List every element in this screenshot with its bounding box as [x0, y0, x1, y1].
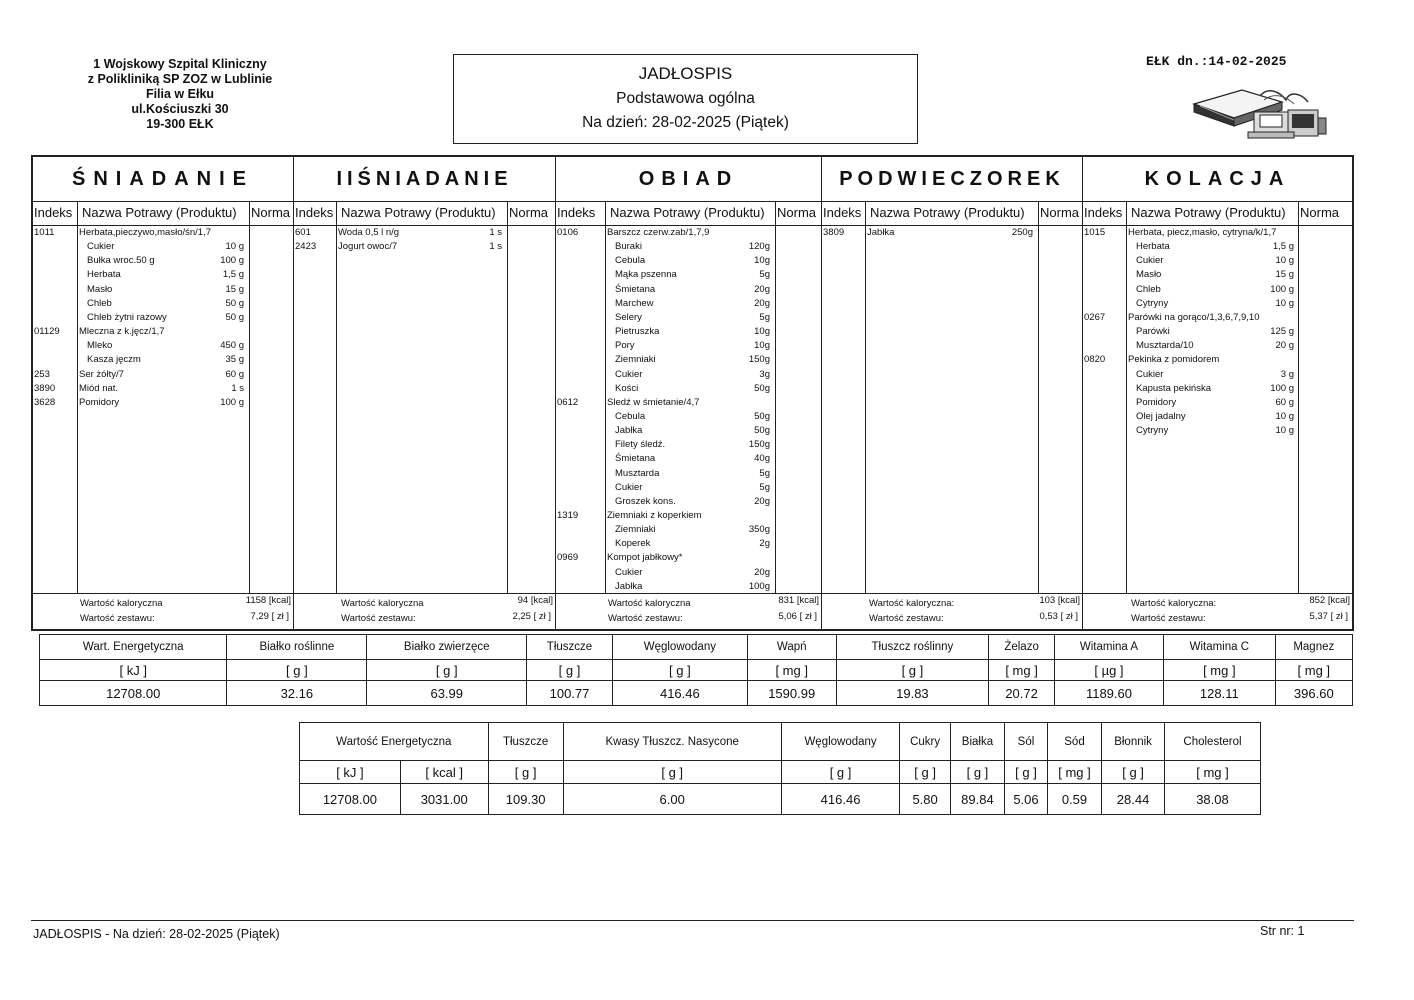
- row-index: 1319: [557, 510, 579, 521]
- title-box: [453, 54, 918, 144]
- nutrient-unit: [ g ]: [836, 660, 989, 681]
- nutrient-name: Białko zwierzęce: [367, 635, 527, 660]
- kcal-label: Wartość kaloryczna:: [1131, 598, 1217, 609]
- nutrient-name: Sól: [1005, 723, 1048, 761]
- nutrient-value: 6.00: [563, 784, 781, 815]
- nutrient-unit: [ kcal ]: [400, 761, 488, 784]
- nutrient-value: 19.83: [836, 681, 989, 706]
- row-norma: 1 s: [489, 227, 502, 238]
- row-name: Chleb: [87, 297, 112, 309]
- nutrient-unit: [ g ]: [612, 660, 747, 681]
- nutrient-name: Białka: [950, 723, 1004, 761]
- nutrient-value: 12708.00: [300, 784, 401, 815]
- meal-summary: [822, 593, 1082, 630]
- nutrient-unit: [ mg ]: [1047, 761, 1101, 784]
- meal-title: PODWIECZOREK: [822, 157, 1082, 202]
- row-name: Herbata: [87, 269, 121, 281]
- row-name: Buraki: [615, 241, 642, 253]
- row-norma: 5g: [759, 311, 770, 323]
- nutrient-name: Witamina C: [1164, 635, 1276, 660]
- nutrition-table-2: [299, 722, 1261, 815]
- row-name: Miód nat.: [79, 382, 119, 394]
- kcal-value: 94 [kcal]: [517, 595, 553, 606]
- row-index: 0106: [557, 227, 579, 238]
- cost-label: Wartość zestawu:: [80, 613, 155, 624]
- hospital-line: Filia w Ełku: [145, 87, 215, 101]
- row-name: Groszek kons.: [615, 495, 676, 507]
- row-index: 3628: [34, 396, 56, 408]
- row-norma: 125 g: [1270, 326, 1294, 338]
- row-norma: 350g: [748, 524, 770, 536]
- row-norma: 3 g: [1280, 368, 1294, 380]
- header-norma: Norma: [777, 205, 817, 220]
- row-index: 0612: [557, 396, 579, 408]
- nutrient-unit: [ g ]: [950, 761, 1004, 784]
- column-divider: [1126, 201, 1127, 593]
- row-norma: 1,5 g: [1272, 241, 1294, 253]
- nutrient-value: 396.60: [1275, 681, 1352, 706]
- nutrient-unit: [ mg ]: [747, 660, 836, 681]
- cost-value: 5,37 [ zł ]: [1309, 611, 1348, 622]
- nutrition-row: [300, 761, 1261, 784]
- row-name: Pomidory: [79, 396, 120, 408]
- header-norma: Norma: [1300, 205, 1340, 220]
- row-name: Ziemniaki z koperkiem: [607, 510, 702, 521]
- nutrient-name: Wapń: [747, 635, 836, 660]
- nutrient-value: 38.08: [1164, 784, 1260, 815]
- row-name: Herbata,pieczywo,masło/śn/1,7: [79, 227, 212, 238]
- row-norma: 450 g: [220, 340, 244, 352]
- row-index: 1011: [34, 227, 55, 238]
- row-name: Cukier: [615, 566, 643, 578]
- nutrient-unit: [ mg ]: [1164, 660, 1276, 681]
- nutrient-value: 109.30: [488, 784, 563, 815]
- cost-label: Wartość zestawu:: [869, 613, 944, 624]
- nutrient-name: Tłuszcze: [488, 723, 563, 761]
- row-norma: 100 g: [220, 396, 244, 408]
- meal-column: [294, 157, 556, 629]
- nutrient-value: 20.72: [989, 681, 1055, 706]
- row-name: Bułka wroc.50 g: [87, 255, 155, 267]
- row-norma: 5g: [759, 481, 770, 493]
- column-headers: [1083, 201, 1352, 226]
- row-name: Mleko: [87, 340, 113, 352]
- row-norma: 20g: [754, 495, 770, 507]
- column-divider: [249, 201, 250, 593]
- nutrient-unit: [ g ]: [900, 761, 950, 784]
- column-headers: [33, 201, 293, 226]
- row-norma: 100g: [748, 580, 770, 592]
- kcal-value: 1158 [kcal]: [245, 595, 291, 606]
- meal-summary: [1083, 593, 1352, 630]
- hospital-line: z Polikliniką SP ZOZ w Lublinie: [87, 72, 273, 86]
- column-divider: [605, 201, 606, 593]
- document-title: JADŁOSPIS: [638, 64, 733, 83]
- hospital-line: ul.Kościuszki 30: [131, 102, 229, 116]
- column-divider: [775, 201, 776, 593]
- header-index: Indeks: [1084, 205, 1123, 220]
- nutrient-name: Węglowodany: [612, 635, 747, 660]
- row-norma: 10 g: [1275, 425, 1294, 437]
- row-norma: 20 g: [1275, 340, 1294, 352]
- footer-left: JADŁOSPIS - Na dzień: 28-02-2025 (Piątek): [33, 927, 280, 941]
- header-name: Nazwa Potrawy (Produktu): [870, 205, 1025, 220]
- nutrient-name: Błonnik: [1102, 723, 1165, 761]
- row-name: Śmietana: [615, 453, 656, 465]
- column-divider: [1298, 201, 1299, 593]
- row-name: Ziemniaki: [615, 524, 656, 536]
- nutrition-row: [300, 723, 1261, 761]
- row-name: Chleb: [1136, 283, 1161, 295]
- header-index: Indeks: [557, 205, 596, 220]
- row-norma: 10g: [754, 255, 770, 267]
- row-name: Pory: [615, 340, 635, 352]
- nutrient-name: Tłuszcze: [527, 635, 613, 660]
- row-norma: 20g: [754, 283, 770, 295]
- kcal-value: 103 [kcal]: [1039, 595, 1080, 606]
- nutrient-name: Cukry: [900, 723, 950, 761]
- place-date: EŁK dn.:14-02-2025: [1146, 54, 1287, 69]
- row-index: 3890: [34, 382, 56, 394]
- row-name: Musztarda: [615, 467, 660, 479]
- row-norma: 60 g: [225, 368, 244, 380]
- meal-title: ŚNIADANIE: [33, 157, 293, 202]
- cost-value: 2,25 [ zł ]: [512, 611, 551, 622]
- meal-column: [1083, 157, 1352, 629]
- row-name: Cytryny: [1136, 297, 1169, 309]
- meal-column: [33, 157, 294, 629]
- kcal-value: 831 [kcal]: [778, 595, 819, 606]
- row-name: Cukier: [615, 481, 643, 493]
- row-index: 01129: [34, 326, 60, 338]
- nutrient-value: 5.80: [900, 784, 950, 815]
- column-divider: [1038, 201, 1039, 593]
- nutrient-name: Witamina A: [1054, 635, 1163, 660]
- header-name: Nazwa Potrawy (Produktu): [1131, 205, 1286, 220]
- row-norma: 50g: [754, 410, 770, 422]
- column-headers: [556, 201, 821, 226]
- hospital-address: [60, 57, 300, 132]
- row-norma: 150g: [748, 439, 770, 451]
- row-norma: 5g: [759, 269, 770, 281]
- nutrient-value: 1590.99: [747, 681, 836, 706]
- row-norma: 5g: [759, 467, 770, 479]
- nutrient-unit: [ g ]: [527, 660, 613, 681]
- hospital-line: 1 Wojskowy Szpital Kliniczny: [93, 57, 267, 71]
- row-name: Cytryny: [1136, 425, 1169, 437]
- row-norma: 1 s: [489, 241, 502, 253]
- nutrient-value: 12708.00: [40, 681, 227, 706]
- nutrient-unit: [ g ]: [781, 761, 900, 784]
- row-name: Koperek: [615, 538, 651, 550]
- column-divider: [865, 201, 866, 593]
- hospital-line: 19-300 EŁK: [146, 117, 214, 131]
- row-name: Cukier: [87, 241, 115, 253]
- header-norma: Norma: [1040, 205, 1080, 220]
- row-name: Olej jadalny: [1136, 410, 1186, 422]
- cost-label: Wartość zestawu:: [341, 613, 416, 624]
- row-name: Parówki: [1136, 326, 1170, 338]
- row-norma: 1 s: [231, 382, 244, 394]
- row-name: Cukier: [1136, 255, 1164, 267]
- kcal-value: 852 [kcal]: [1309, 595, 1350, 606]
- row-norma: 1,5 g: [222, 269, 244, 281]
- nutrition-table-1: [39, 634, 1353, 706]
- row-norma: 100 g: [1270, 283, 1294, 295]
- nutrient-unit: [ g ]: [488, 761, 563, 784]
- nutrient-name: Magnez: [1275, 635, 1352, 660]
- column-headers: [822, 201, 1082, 226]
- book-computer-logo: [1190, 82, 1330, 142]
- row-norma: 2g: [759, 538, 770, 550]
- row-index: 3809: [823, 227, 845, 238]
- footer-divider: [31, 920, 1354, 921]
- diet-name: Podstawowa ogólna: [616, 90, 755, 107]
- row-name: Barszcz czerw.zab/1,7,9: [607, 227, 710, 238]
- nutrient-unit: [ g ]: [1102, 761, 1165, 784]
- row-index: 253: [34, 368, 50, 380]
- row-norma: 120g: [748, 241, 770, 253]
- column-divider: [77, 201, 78, 593]
- header-norma: Norma: [509, 205, 549, 220]
- nutrient-unit: [ kJ ]: [300, 761, 401, 784]
- nutrient-value: 3031.00: [400, 784, 488, 815]
- row-name: Śmietana: [615, 283, 656, 295]
- row-name: Chleb żytni razowy: [87, 311, 167, 323]
- row-norma: 50g: [754, 382, 770, 394]
- meal-summary: [294, 593, 555, 630]
- nutrient-value: 416.46: [612, 681, 747, 706]
- nutrient-unit: [ g ]: [367, 660, 527, 681]
- nutrient-name: Sód: [1047, 723, 1101, 761]
- row-name: Kości: [615, 382, 639, 394]
- cost-label: Wartość zestawu:: [1131, 613, 1206, 624]
- row-norma: 20g: [754, 297, 770, 309]
- row-name: Herbata: [1136, 241, 1170, 253]
- row-norma: 10 g: [1275, 410, 1294, 422]
- row-norma: 10g: [754, 340, 770, 352]
- nutrient-unit: [ g ]: [227, 660, 367, 681]
- header-norma: Norma: [251, 205, 291, 220]
- row-index: 0969: [557, 552, 579, 564]
- row-name: Cukier: [1136, 368, 1164, 380]
- menu-table: [31, 155, 1354, 631]
- nutrient-unit: [ µg ]: [1054, 660, 1163, 681]
- row-name: Masło: [87, 283, 113, 295]
- nutrition-row: [300, 784, 1261, 815]
- row-norma: 150g: [748, 354, 770, 366]
- nutrient-unit: [ kJ ]: [40, 660, 227, 681]
- nutrition-row: [40, 681, 1353, 706]
- nutrient-value: 32.16: [227, 681, 367, 706]
- column-divider: [336, 201, 337, 593]
- row-norma: 40g: [754, 453, 770, 465]
- meal-summary: [33, 593, 293, 630]
- row-norma: 10g: [754, 326, 770, 338]
- nutrient-name: Cholesterol: [1164, 723, 1260, 761]
- row-name: Ziemniaki: [615, 354, 656, 366]
- row-name: Parówki na gorąco/1,3,6,7,9,10: [1128, 311, 1260, 323]
- row-name: Woda 0,5 l n/g: [338, 227, 400, 238]
- header-index: Indeks: [295, 205, 334, 220]
- nutrient-unit: [ g ]: [563, 761, 781, 784]
- nutrient-unit: [ g ]: [1005, 761, 1048, 784]
- row-norma: 100 g: [1270, 382, 1294, 394]
- kcal-label: Wartość kaloryczna: [341, 598, 424, 609]
- row-name: Jogurt owoc/7: [338, 241, 398, 253]
- row-name: Kasza jęczm: [87, 354, 141, 366]
- header-index: Indeks: [823, 205, 862, 220]
- nutrient-value: 28.44: [1102, 784, 1165, 815]
- row-name: Mleczna z k.jęcz/1,7: [79, 326, 165, 338]
- menu-date: Na dzień: 28-02-2025 (Piątek): [582, 114, 789, 131]
- nutrient-unit: [ mg ]: [989, 660, 1055, 681]
- meal-title: KOLACJA: [1083, 157, 1352, 202]
- row-name: Mąka pszenna: [615, 269, 677, 281]
- row-index: 0820: [1084, 354, 1106, 366]
- cost-label: Wartość zestawu:: [608, 613, 683, 624]
- nutrient-value: 5.06: [1005, 784, 1048, 815]
- row-name: Cebula: [615, 410, 646, 422]
- row-name: Pekinka z pomidorem: [1128, 354, 1220, 366]
- kcal-label: Wartość kaloryczna:: [869, 598, 955, 609]
- row-name: Jabłka: [615, 580, 643, 592]
- kcal-label: Wartość kaloryczna: [608, 598, 691, 609]
- nutrient-value: 1189.60: [1054, 681, 1163, 706]
- row-name: Pomidory: [1136, 396, 1177, 408]
- row-norma: 3g: [759, 368, 770, 380]
- nutrient-unit: [ mg ]: [1164, 761, 1260, 784]
- nutrient-name: Wart. Energetyczna: [40, 635, 227, 660]
- row-name: Jabłka: [867, 227, 895, 238]
- row-norma: 10 g: [225, 241, 244, 253]
- nutrient-value: 128.11: [1164, 681, 1276, 706]
- nutrition-row: [40, 660, 1353, 681]
- nutrition-row: [40, 635, 1353, 660]
- cost-value: 5,06 [ zł ]: [778, 611, 817, 622]
- row-norma: 10 g: [1275, 255, 1294, 267]
- row-name: Kompot jabłkowy*: [607, 552, 683, 564]
- row-name: Masło: [1136, 269, 1162, 281]
- row-norma: 15 g: [1275, 269, 1294, 281]
- nutrient-name: Kwasy Tłuszcz. Nasycone: [563, 723, 781, 761]
- row-name: Cukier: [615, 368, 643, 380]
- row-norma: 50g: [754, 425, 770, 437]
- row-name: Jabłka: [615, 425, 643, 437]
- row-norma: 100 g: [220, 255, 244, 267]
- row-name: Ser żółty/7: [79, 368, 124, 380]
- column-divider: [507, 201, 508, 593]
- nutrient-name: Tłuszcz roślinny: [836, 635, 989, 660]
- row-name: Sledź w śmietanie/4,7: [607, 396, 700, 408]
- meal-title: IIŚNIADANIE: [294, 157, 555, 202]
- row-name: Herbata, piecz,masło, cytryna/k/1,7: [1128, 227, 1277, 238]
- header-index: Indeks: [34, 205, 73, 220]
- header-name: Nazwa Potrawy (Produktu): [610, 205, 765, 220]
- nutrient-value: 416.46: [781, 784, 900, 815]
- nutrient-value: 89.84: [950, 784, 1004, 815]
- row-index: 2423: [295, 241, 317, 253]
- row-norma: 250g: [1011, 227, 1033, 238]
- nutrient-unit: [ mg ]: [1275, 660, 1352, 681]
- nutrient-name: Białko roślinne: [227, 635, 367, 660]
- row-norma: 15 g: [225, 283, 244, 295]
- page-number: Str nr: 1: [1260, 924, 1305, 938]
- nutrient-name: Żelazo: [989, 635, 1055, 660]
- nutrient-value: 0.59: [1047, 784, 1101, 815]
- row-norma: 20g: [754, 566, 770, 578]
- nutrient-name: Węglowodany: [781, 723, 900, 761]
- meal-title: OBIAD: [556, 157, 821, 202]
- row-name: Filety śledź.: [615, 439, 666, 451]
- row-norma: 10 g: [1275, 297, 1294, 309]
- row-name: Musztarda/10: [1136, 340, 1194, 352]
- row-index: 601: [295, 227, 311, 238]
- row-name: Cebula: [615, 255, 646, 267]
- row-name: Pietruszka: [615, 326, 660, 338]
- header-name: Nazwa Potrawy (Produktu): [82, 205, 237, 220]
- row-norma: 35 g: [225, 354, 244, 366]
- header-name: Nazwa Potrawy (Produktu): [341, 205, 496, 220]
- row-name: Selery: [615, 311, 642, 323]
- row-norma: 60 g: [1275, 396, 1294, 408]
- row-name: Marchew: [615, 297, 654, 309]
- row-name: Kapusta pekińska: [1136, 382, 1211, 394]
- nutrient-value: 63.99: [367, 681, 527, 706]
- meal-column: [556, 157, 822, 629]
- row-norma: 50 g: [225, 311, 244, 323]
- column-headers: [294, 201, 555, 226]
- nutrient-name: Wartość Energetyczna: [300, 723, 489, 761]
- row-index: 1015: [1084, 227, 1106, 238]
- row-norma: 50 g: [225, 297, 244, 309]
- cost-value: 0,53 [ zł ]: [1039, 611, 1078, 622]
- nutrient-value: 100.77: [527, 681, 613, 706]
- row-index: 0267: [1084, 311, 1106, 323]
- meal-summary: [556, 593, 821, 630]
- meal-column: [822, 157, 1083, 629]
- cost-value: 7,29 [ zł ]: [250, 611, 289, 622]
- kcal-label: Wartość kaloryczna: [80, 598, 163, 609]
